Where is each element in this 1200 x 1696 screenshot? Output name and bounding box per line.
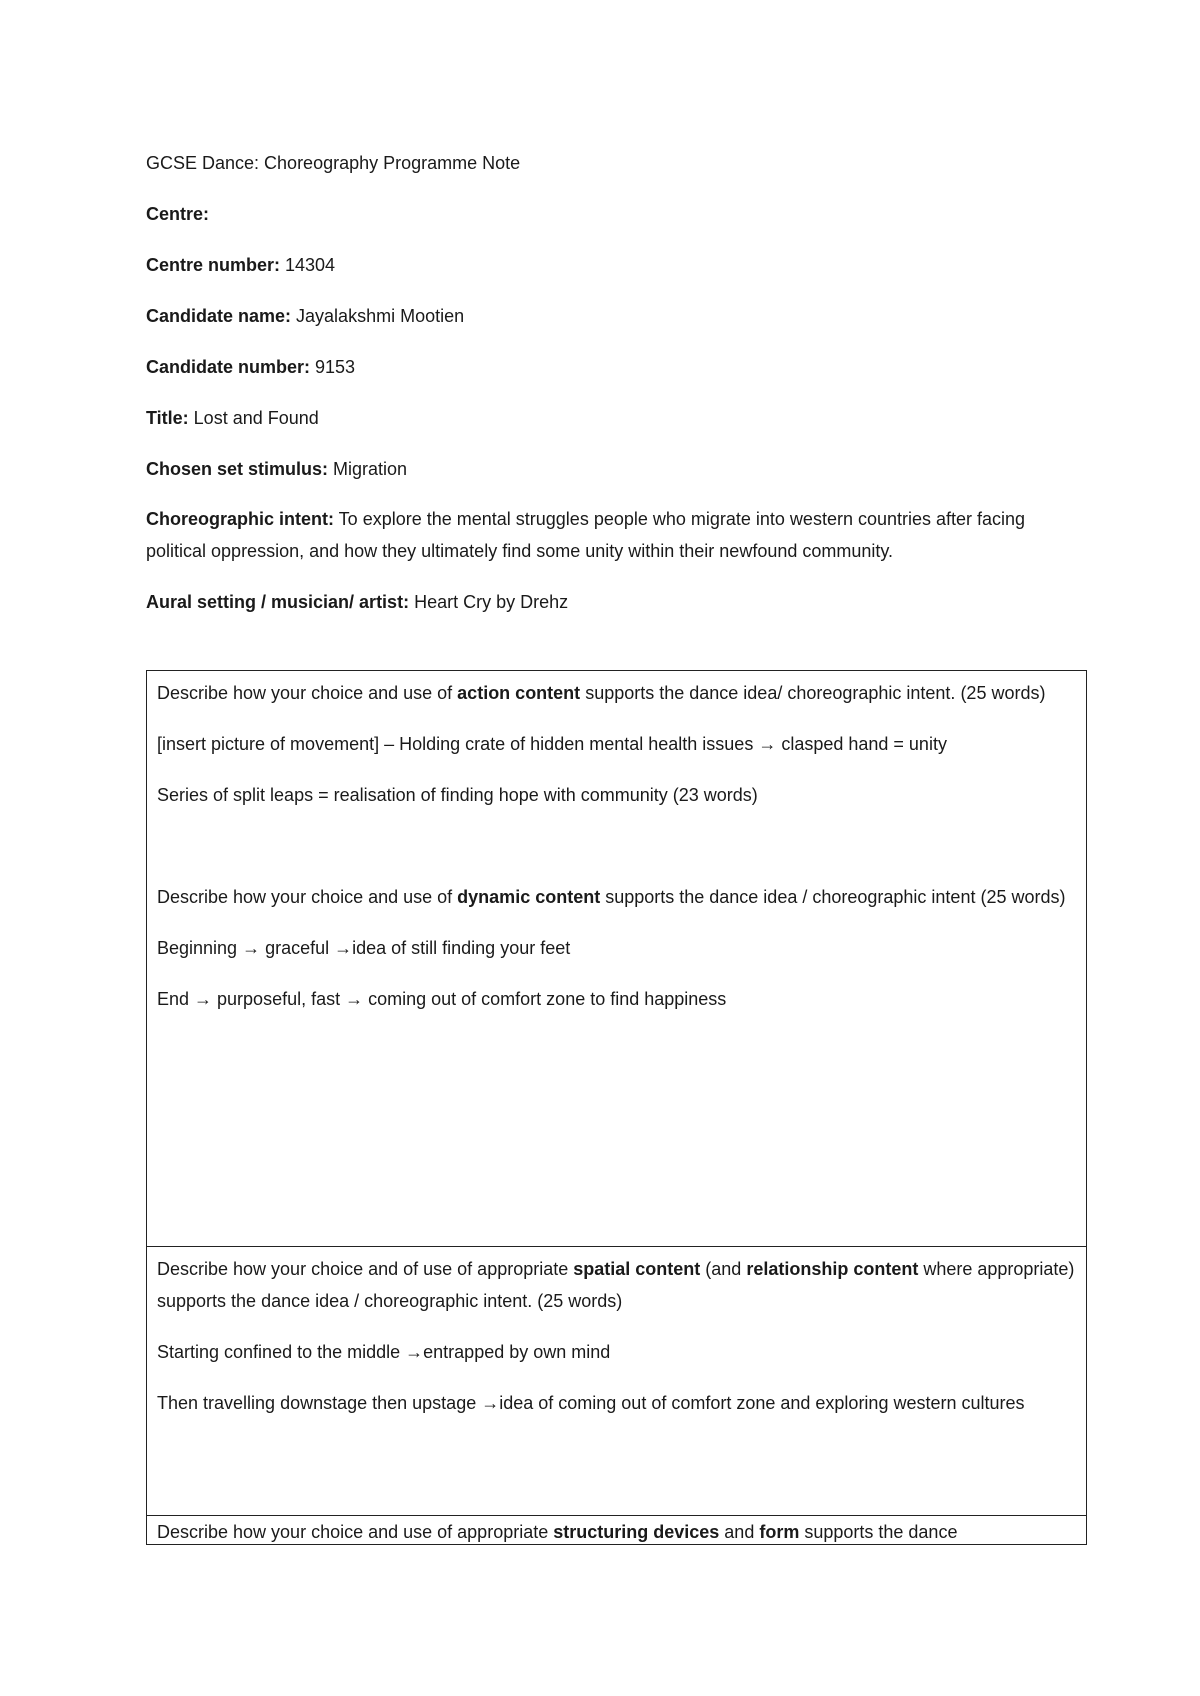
action-question-text-end: supports the dance idea/ choreographic intent. (25 words): [580, 683, 1046, 703]
content-table: [146, 670, 1087, 1545]
programme-note-fields: [146, 147, 1076, 637]
spatial-cell: [146, 1247, 1087, 1516]
dynamic-answer-1: Beginning → graceful →idea of still finding your feet: [157, 938, 571, 958]
document-title: GCSE Dance: Choreography Programme Note: [146, 153, 521, 173]
intent-field: [146, 504, 1076, 567]
action-dynamic-cell: [146, 671, 1087, 1247]
candidate-name-value: Jayalakshmi Mootien: [291, 306, 465, 326]
aural-setting-label: Aural setting / musician/ artist:: [146, 592, 410, 612]
structuring-question-keyword: structuring devices: [553, 1522, 720, 1542]
action-question-text: Describe how your choice and use of: [157, 683, 458, 703]
stimulus-value: Migration: [328, 459, 408, 479]
action-answer-1: [insert picture of movement] – Holding crate of hidden mental health issues → clasped hand = unity: [157, 734, 947, 754]
centre-field: [146, 198, 1076, 230]
candidate-number-label: Candidate number:: [146, 357, 311, 377]
candidate-number-value: 9153: [310, 357, 356, 377]
spatial-question-text-end: where appropriate) supports the dance idea / choreographic intent. (25 words): [157, 1259, 1075, 1311]
centre-number-field: [146, 249, 1076, 281]
aural-setting-field: [146, 586, 1076, 618]
dynamic-answer-2: End → purposeful, fast → coming out of comfort zone to find happiness: [157, 989, 727, 1009]
spatial-question-keyword: spatial content: [573, 1259, 701, 1279]
action-question-keyword: action content: [457, 683, 581, 703]
dynamic-question-keyword: dynamic content: [457, 887, 601, 907]
dynamic-content-question: [157, 881, 1076, 913]
structuring-cell: [146, 1516, 1087, 1545]
intent-label: Choreographic intent:: [146, 509, 334, 529]
candidate-number-field: [146, 351, 1076, 383]
spatial-answer-1: Starting confined to the middle →entrapped by own mind: [157, 1342, 611, 1362]
structuring-question-text: Describe how your choice and use of appropriate: [157, 1522, 554, 1542]
spatial-answer-2: Then travelling downstage then upstage →idea of coming out of comfort zone and exploring western cultures: [157, 1393, 1025, 1413]
spatial-question-text-mid: (and: [700, 1259, 747, 1279]
aural-setting-value: Heart Cry by Drehz: [409, 592, 569, 612]
candidate-name-field: [146, 300, 1076, 332]
centre-number-value: 14304: [280, 255, 336, 275]
title-label: Title:: [146, 408, 189, 428]
structuring-question-text-mid: and: [719, 1522, 760, 1542]
spatial-content-question: [157, 1253, 1076, 1317]
relationship-question-keyword: relationship content: [746, 1259, 919, 1279]
action-answer-2: Series of split leaps = realisation of finding hope with community (23 words): [157, 785, 758, 805]
title-value: Lost and Found: [188, 408, 319, 428]
blank-line: [157, 830, 1076, 862]
centre-number-label: Centre number:: [146, 255, 281, 275]
stimulus-field: [146, 453, 1076, 485]
dynamic-question-text-end: supports the dance idea / choreographic intent (25 words): [600, 887, 1066, 907]
action-content-question: [157, 677, 1076, 709]
document-page: [146, 0, 1086, 1696]
title-field: [146, 402, 1076, 434]
intent-value: To explore the mental struggles people who migrate into western countries after facing political oppression, and how they ultimately find some unity within their newfound community.: [146, 509, 1026, 561]
candidate-name-label: Candidate name:: [146, 306, 292, 326]
spatial-question-text: Describe how your choice and of use of appropriate: [157, 1259, 574, 1279]
stimulus-label: Chosen set stimulus:: [146, 459, 329, 479]
form-question-keyword: form: [759, 1522, 800, 1542]
centre-label: Centre:: [146, 204, 210, 224]
structuring-question-text-end: supports the dance: [799, 1522, 958, 1542]
structuring-question: [157, 1516, 1076, 1545]
dynamic-question-text: Describe how your choice and use of: [157, 887, 458, 907]
